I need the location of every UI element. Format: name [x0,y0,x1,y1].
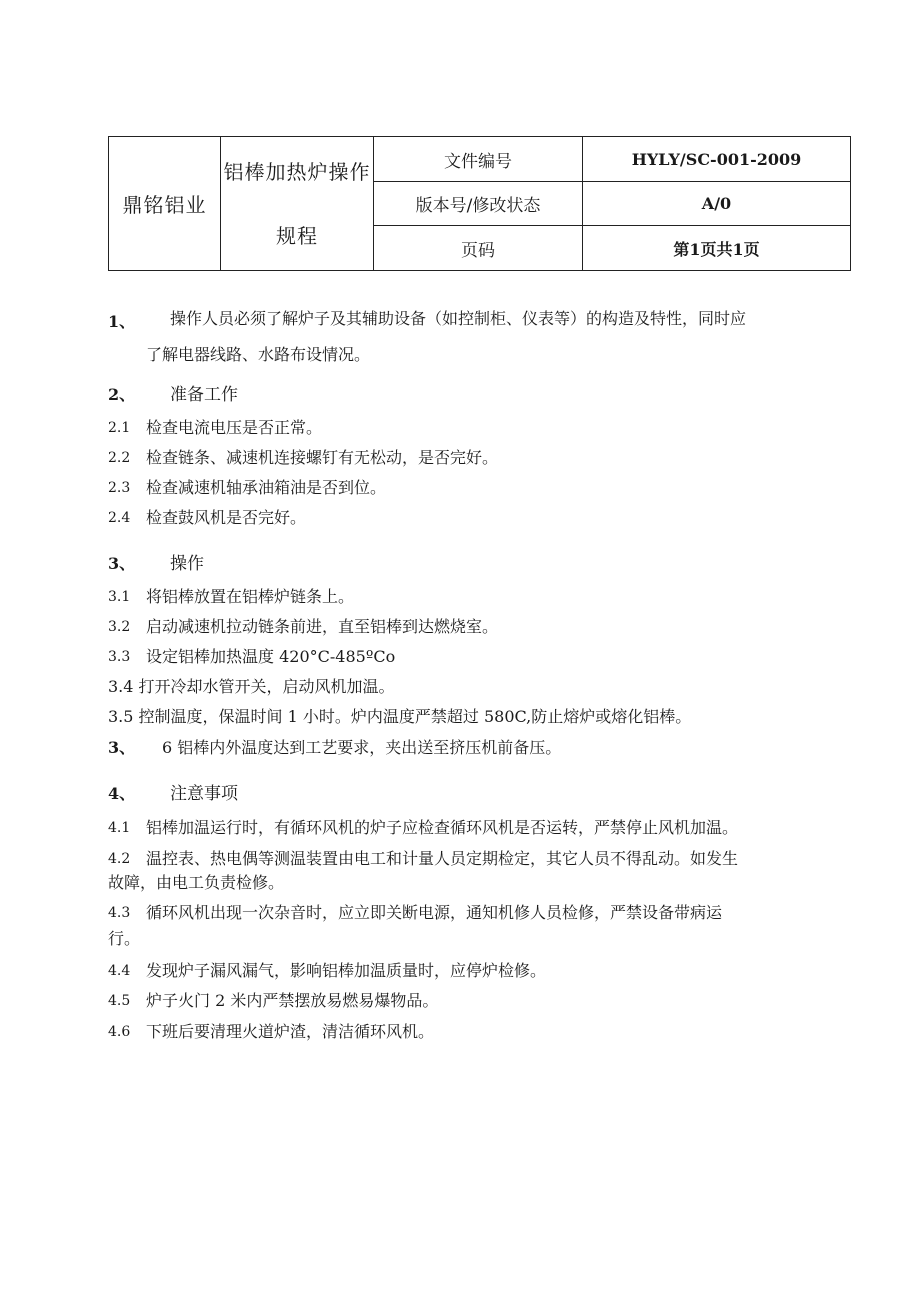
item-text: 检查减速机轴承油箱油是否到位。 [146,478,387,497]
item-text: 炉子火门 2 米内严禁摆放易燃易爆物品。 [146,991,439,1010]
version-label: 版本号/修改状态 [374,182,583,226]
item-number: 4.3 [108,905,131,921]
item-text: 循环风机出现一次杂音时，应立即关断电源，通知机修人员检修，严禁设备带病运 [146,903,723,922]
section-number: 2、 [108,385,136,404]
item-text: 下班后要清理火道炉渣，清洁循环风机。 [146,1022,435,1041]
item-text: 铝棒加温运行时，有循环风机的炉子应检查循环风机是否运转，严禁停止风机加温。 [146,818,739,837]
list-item-continuation: 故障，由电工负责检修。 [108,873,285,892]
item-number: 2.1 [108,420,131,436]
item-number: 4.5 [108,993,131,1009]
item-number: 4.1 [108,820,131,836]
item-text: 启动减速机拉动链条前进，直至铝棒到达燃烧室。 [146,617,499,636]
version-value: A/0 [583,182,851,226]
doc-number-value: HYLY/SC-001-2009 [583,137,851,182]
section-title: 操作 [170,554,204,574]
item-number: 4.4 [108,963,131,979]
item-number: 4.2 [108,851,131,867]
doc-number-label: 文件编号 [374,137,583,182]
item-number: 3.3 [108,649,131,665]
item-number: 2.3 [108,480,131,496]
item-text: 设定铝棒加热温度 420°C-485ºCo [146,647,396,666]
item-number: 3.1 [108,589,131,605]
company-name: 鼎铭铝业 [109,137,221,271]
item-number: 2.4 [108,510,131,526]
document-title-line2: 规程 [276,223,318,248]
section-1-text-line2: 了解电器线路、水路布设情况。 [146,345,371,364]
page-label: 页码 [374,226,583,271]
item-number: 4.6 [108,1024,131,1040]
item-text: 发现炉子漏风漏气，影响铝棒加温质量时，应停炉检修。 [146,961,547,980]
list-item-3-4: 3.4 打开冷却水管开关，启动风机加温。 [108,677,395,696]
item-number: 3.2 [108,619,131,635]
page-value: 第1页共1页 [583,226,851,271]
item-text: 检查鼓风机是否完好。 [146,508,307,527]
section-number: 3、 [108,554,136,573]
section-title: 注意事项 [170,784,238,804]
item-text: 温控表、热电偶等测温装置由电工和计量人员定期检定，其它人员不得乱动。如发生 [146,849,739,868]
item-number: 2.2 [108,450,131,466]
document-header-table [108,136,851,271]
item-text: 6 铝棒内外温度达到工艺要求，夹出送至挤压机前备压。 [162,738,562,757]
document-title [221,137,374,271]
section-title: 准备工作 [170,385,238,405]
section-number: 4、 [108,784,136,803]
item-number: 3、 [108,738,136,757]
document-title-line1: 铝棒加热炉操作 [223,159,371,184]
item-text: 检查电流电压是否正常。 [146,418,323,437]
section-number: 1、 [108,312,136,331]
section-1-text-line1: 操作人员必须了解炉子及其辅助设备（如控制柜、仪表等）的构造及特性，同时应 [170,309,747,328]
list-item-continuation: 行。 [108,929,141,948]
list-item-3-5: 3.5 控制温度，保温时间 1 小时。炉内温度严禁超过 580C,防止熔炉或熔化铝棒。 [108,707,692,726]
item-text: 将铝棒放置在铝棒炉链条上。 [146,587,355,606]
item-text: 检查链条、减速机连接螺钉有无松动，是否完好。 [146,448,499,467]
